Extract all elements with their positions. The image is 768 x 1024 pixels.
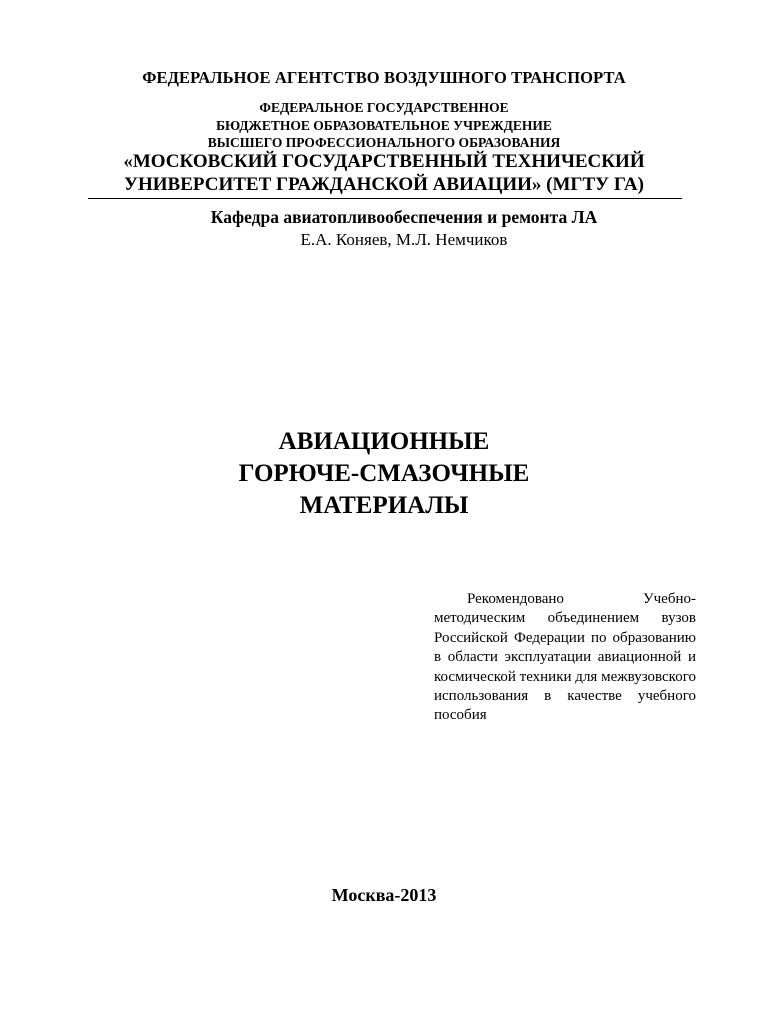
university-name-line-2: УНИВЕРСИТЕТ ГРАЖДАНСКОЙ АВИАЦИИ» (МГТУ ГА) — [124, 174, 644, 195]
book-title-line-3: МАТЕРИАЛЫ — [299, 492, 469, 519]
institution-line-3: ВЫСШЕГО ПРОФЕССИОНАЛЬНОГО ОБРАЗОВАНИЯ — [207, 135, 561, 150]
book-title-line-1: АВИАЦИОННЫЕ — [278, 428, 490, 455]
university-name-line-1: «МОСКОВСКИЙ ГОСУДАРСТВЕННЫЙ ТЕХНИЧЕСКИЙ — [123, 151, 645, 172]
agency-name: ФЕДЕРАЛЬНОЕ АГЕНТСТВО ВОЗДУШНОГО ТРАНСПОРТА — [142, 68, 626, 87]
institution-line-2: БЮДЖЕТНОЕ ОБРАЗОВАТЕЛЬНОЕ УЧРЕЖДЕНИЕ — [216, 118, 552, 133]
recommendation-note: Рекомендовано Учебно-методическим объединением вузов Российской Федерации по образованию в области эксплуатации авиационной и космической техники для межвузовского использования в качестве учебного пособия — [434, 591, 696, 724]
institution-line-1: ФЕДЕРАЛЬНОЕ ГОСУДАРСТВЕННОЕ — [259, 100, 509, 115]
department-name: Кафедра авиатопливообеспечения и ремонта ЛА — [210, 207, 598, 227]
book-title-line-2: ГОРЮЧЕ-СМАЗОЧНЫЕ — [238, 460, 530, 487]
header-divider — [88, 198, 682, 199]
authors: Е.А. Коняев, М.Л. Немчиков — [300, 230, 508, 249]
city-year: Москва-2013 — [331, 885, 437, 905]
